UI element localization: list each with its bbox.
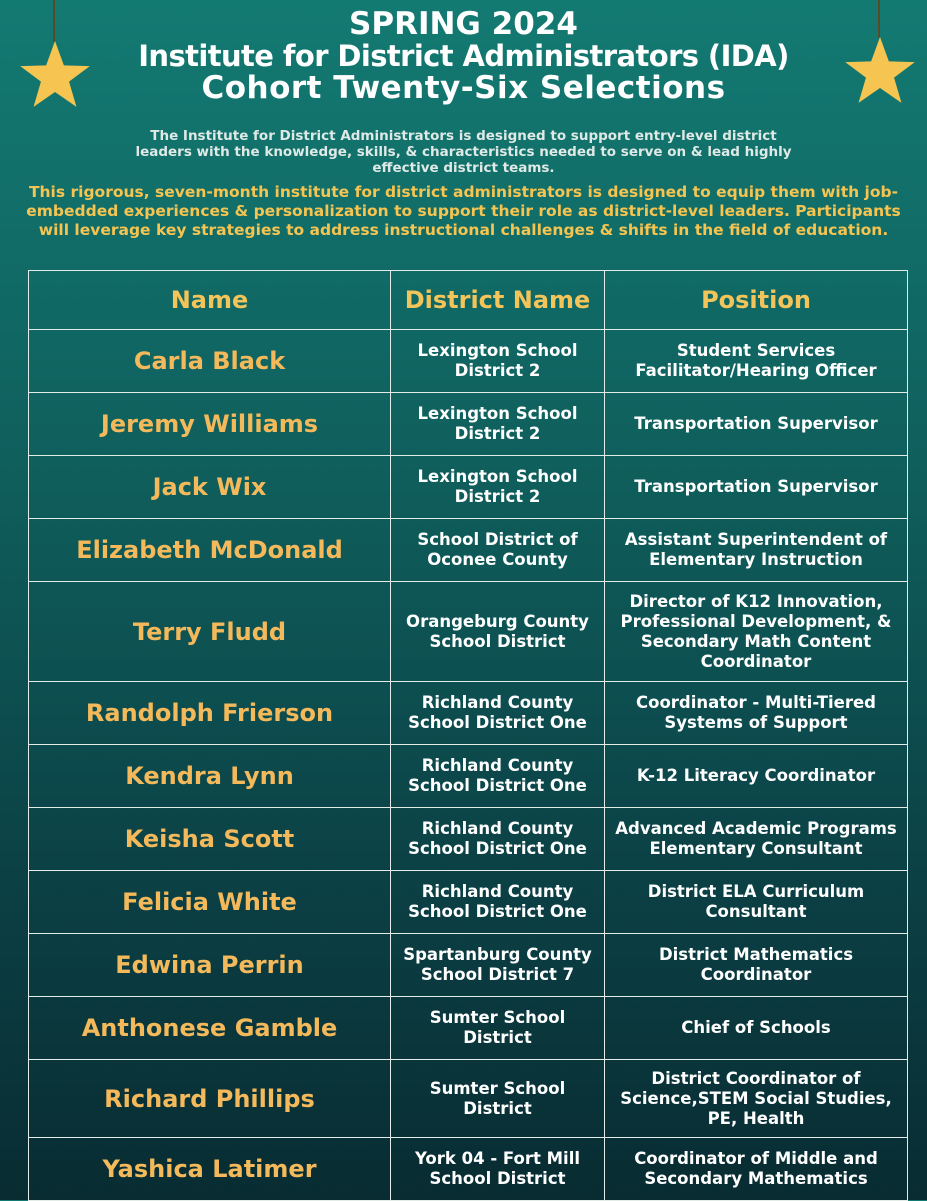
cell-name: Edwina Perrin [29,934,391,997]
table-row [29,393,908,456]
header-position: Position [605,271,908,330]
cell-position: Transportation Supervisor [605,456,908,519]
table-row [29,745,908,808]
cell-position: Transportation Supervisor [605,393,908,456]
cell-district: Lexington School District 2 [391,330,605,393]
intro-description: The Institute for District Administrators is designed to support entry-level district leaders with the knowledge, skills, & characteristics needed to serve on & lead highly effective district teams. [135,128,792,176]
table-row [29,582,908,682]
table-row [29,1138,908,1201]
cell-district: Sumter School District [391,997,605,1060]
selections-table [28,270,908,1201]
table-row [29,808,908,871]
cell-name: Randolph Frierson [29,682,391,745]
cell-position: Coordinator - Multi-Tiered Systems of Support [605,682,908,745]
cell-name: Jack Wix [29,456,391,519]
cell-district: Lexington School District 2 [391,393,605,456]
cell-name: Keisha Scott [29,808,391,871]
cell-name: Terry Fludd [29,582,391,682]
title-cohort: Cohort Twenty-Six Selections [201,70,726,106]
table-row [29,934,908,997]
table-row [29,456,908,519]
cell-district: Richland County School District One [391,745,605,808]
cell-position: Student Services Facilitator/Hearing Officer [605,330,908,393]
table-header-row [29,271,908,330]
header-name: Name [29,271,391,330]
cell-name: Yashica Latimer [29,1138,391,1201]
cell-name: Richard Phillips [29,1060,391,1138]
cell-district: Richland County School District One [391,682,605,745]
cell-district: Orangeburg County School District [391,582,605,682]
header-district: District Name [391,271,605,330]
cell-district: Lexington School District 2 [391,456,605,519]
intro-highlight: This rigorous, seven-month institute for district administrators is designed to equip them with job-embedded experiences & personalization to support their role as district-level leaders. Participants will leverage key strategies to address instructional challenges & shifts in the field of education. [26,183,901,239]
cell-position: Chief of Schools [605,997,908,1060]
cell-position: K-12 Literacy Coordinator [605,745,908,808]
title-season: SPRING 2024 [349,6,578,42]
cell-name: Carla Black [29,330,391,393]
cell-name: Kendra Lynn [29,745,391,808]
cell-district: School District of Oconee County [391,519,605,582]
cell-district: Richland County School District One [391,808,605,871]
table-row [29,1060,908,1138]
cell-district: Richland County School District One [391,871,605,934]
cell-position: District ELA Curriculum Consultant [605,871,908,934]
cell-position: Assistant Superintendent of Elementary Instruction [605,519,908,582]
cell-position: District Mathematics Coordinator [605,934,908,997]
table-row [29,871,908,934]
cell-position: District Coordinator of Science,STEM Social Studies, PE, Health [605,1060,908,1138]
table-row [29,997,908,1060]
cell-name: Jeremy Williams [29,393,391,456]
cell-district: York 04 - Fort Mill School District [391,1138,605,1201]
table-row [29,682,908,745]
title-program: Institute for District Administrators (IDA) [138,39,789,73]
cell-name: Anthonese Gamble [29,997,391,1060]
cell-position: Coordinator of Middle and Secondary Mathematics [605,1138,908,1201]
cell-name: Felicia White [29,871,391,934]
cell-district: Sumter School District [391,1060,605,1138]
table-row [29,519,908,582]
page-title [0,8,927,104]
cell-position: Advanced Academic Programs Elementary Consultant [605,808,908,871]
cell-name: Elizabeth McDonald [29,519,391,582]
cell-position: Director of K12 Innovation, Professional Development, & Secondary Math Content Coordinator [605,582,908,682]
table-row [29,330,908,393]
cell-district: Spartanburg County School District 7 [391,934,605,997]
